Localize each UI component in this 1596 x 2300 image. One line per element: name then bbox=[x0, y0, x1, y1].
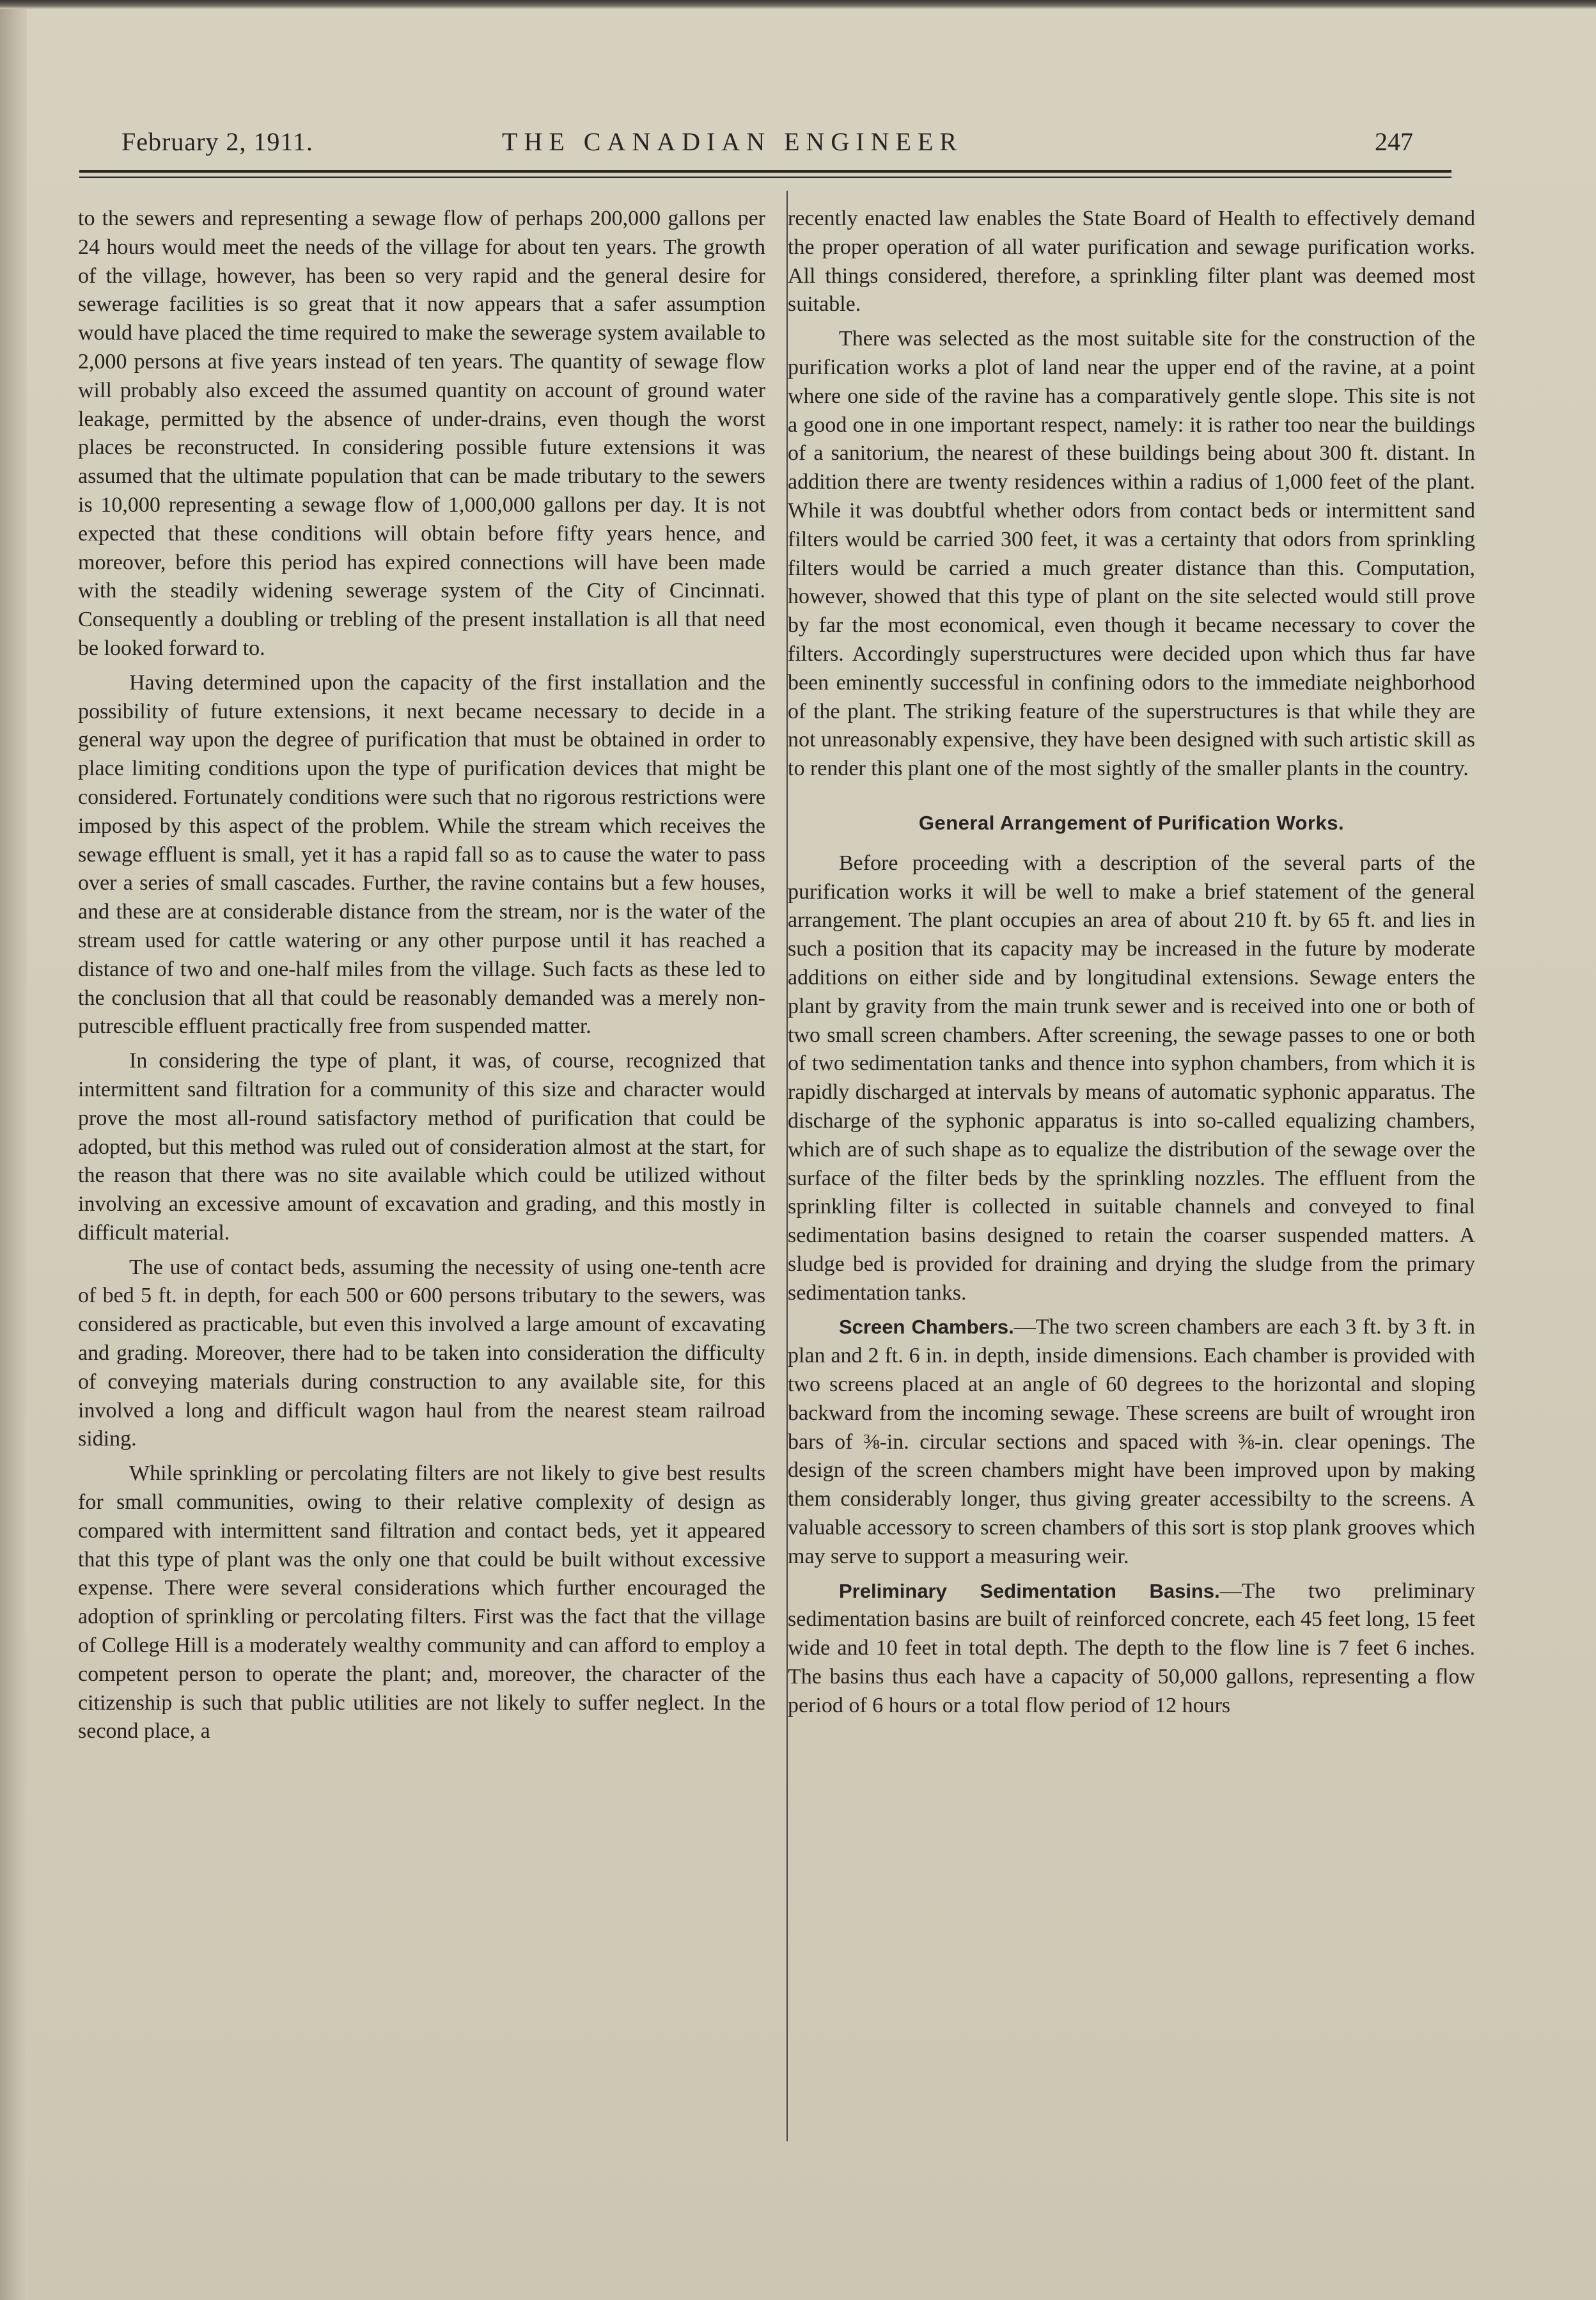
journal-title: THE CANADIAN ENGINEER bbox=[502, 127, 964, 156]
top-edge bbox=[0, 0, 1596, 9]
paragraph-text: —The two preliminary sedimentation basins are built of reinforced concrete, each 45 feet long, 15 feet wide and 10 feet in total depth. The depth to the flow line is 7 feet 6 inches. The basins thus each have a capacity of 50,000 gallons, representing a flow period of 6 hours or a total flow period of 12 hours bbox=[788, 1579, 1475, 1717]
screen-chambers-paragraph bbox=[788, 1313, 1475, 1571]
page-number: 247 bbox=[1375, 127, 1413, 156]
run-in-heading: Screen Chambers. bbox=[839, 1316, 1014, 1339]
body-paragraph: Before proceeding with a description of the several parts of the purification works it will be well to make a brief statement of the general arrangement. The plant occupies an area of about 210 ft. by 65 ft. and lies in such a position that its capacity may be increased in the future by moderate additions on either side and by longitudinal extensions. Sewage enters the plant by gravity from the main trunk sewer and is received into one or both of two small screen chambers. After screening, the sewage passes to one or both of two sedimentation tanks and thence into syphon chambers, from which it is rapidly discharged at intervals by means of automatic syphonic apparatus. The discharge of the syphonic apparatus is into so-called equalizing chambers, which are of such shape as to equalize the distribution of the sewage over the surface of the filter beds by the sprinkling nozzles. The effluent from the sprinkling filter is collected in suitable channels and conveyed to final sedimentation basins designed to retain the coarser suspended matters. A sludge bed is provided for draining and drying the sludge from the primary sedimentation tanks. bbox=[788, 851, 1475, 1305]
header-rule-thick bbox=[79, 170, 1451, 173]
body-paragraph: There was selected as the most suitable site for the construction of the purification works a plot of land near the upper end of the ravine, at a point where one side of the ravine has a comparatively gentle slope. This site is not a good one in one important respect, namely: it is rather too near the buildings of a sanitorium, the nearest of these buildings being about 300 ft. distant. In addition there are twenty residences within a radius of 1,000 feet of the plant. While it was doubtful whether odors from contact beds or intermittent sand filters would be carried 300 feet, it was a certainty that odors from sprinkling filters would be carried a much greater distance than this. Computation, however, showed that this type of plant on the site selected would still prove by far the most economical, even though it became necessary to cover the filters. Accordingly superstructures were decided upon which thus far have been eminently successful in confining odors to the immediate neighborhood of the plant. The striking feature of the superstructures is that while they are not unreasonably expensive, they have been designed with such artistic skill as to render this plant one of the most sightly of the smaller plants in the country. bbox=[788, 327, 1475, 781]
body-paragraph: The use of contact beds, assuming the necessity of using one-tenth acre of bed 5 ft. in depth, for each 500 or 600 persons tributary to the sewers, was considered as practicable, but even this involved a large amount of excavating and grading. Moreover, there had to be taken into consideration the difficulty of conveying materials during construction to any available site, for this involved a long and difficult wagon haul from the nearest steam railroad siding. bbox=[78, 1255, 765, 1451]
body-paragraph: While sprinkling or percolating filters are not likely to give best results for small communities, owing to their relative complexity of design as compared with intermittent sand filtration and contact beds, yet it appeared that this type of plant was the only one that could be built without excessive expense. There were several considerations which further encouraged the adoption of sprinkling or percolating filters. First was the fact that the village of College Hill is a moderately wealthy community and can afford to employ a competent person to operate the plant; and, moreover, the character of the citizenship is such that public utilities are not likely to suffer neglect. In the second place, a bbox=[78, 1461, 765, 1744]
right-column bbox=[788, 205, 1475, 1726]
section-heading: General Arrangement of Purification Works. bbox=[918, 811, 1345, 834]
body-paragraph: recently enacted law enables the State Board of Health to effectively demand the proper operation of all water purification and sewage purification works. All things considered, therefore, a sprinkling filter plant was deemed most suitable. bbox=[788, 207, 1475, 317]
paragraph-text: —The two screen chambers are each 3 ft. by 3 ft. in plan and 2 ft. 6 in. in depth, inside dimensions. Each chamber is provided with two screens placed at an angle of 60 degrees to the horizontal and sloping backward from the incoming sewage. These screens are built of wrought iron bars of ⅜-in. circular sections and spaced with ⅜-in. clear openings. The design of the screen chambers might have been improved upon by making them considerably longer, thus giving greater accessibilty to the screens. A valuable accessory to screen chambers of this sort is stop plank grooves which may serve to support a measuring weir. bbox=[788, 1315, 1476, 1568]
preliminary-sedimentation-paragraph bbox=[788, 1577, 1475, 1721]
binding-edge bbox=[0, 0, 27, 2300]
header-date: February 2, 1911. bbox=[121, 127, 313, 156]
body-paragraph: In considering the type of plant, it was, of course, recognized that intermittent sand filtration for a community of this size and character would prove the most all-round satisfactory method of purification that could be adopted, but this method was ruled out of consideration almost at the start, for the reason that there was no site available which could be utilized without involving an excessive amount of excavation and grading, and this mostly in difficult material. bbox=[78, 1049, 765, 1245]
header-rule-thin bbox=[79, 177, 1451, 178]
running-header bbox=[121, 127, 1413, 165]
body-paragraph: Having determined upon the capacity of the first installation and the possibility of future extensions, it next became necessary to decide in a general way upon the degree of purification that must be obtained in order to place limiting conditions upon the type of purification devices that might be considered. Fortunately conditions were such that no rigorous restrictions were imposed by this aspect of the problem. While the stream which receives the sewage effluent is small, yet it has a rapid fall so as to cause the water to pass over a series of small cascades. Further, the ravine contains but a few houses, and these are at considerable distance from the stream, nor is the water of the stream used for cattle watering or any other purpose until it has reached a distance of two and one-half miles from the village. Such facts as these led to the conclusion that all that could be reasonably demanded was a merely non-putrescible effluent practically free from suspended matter. bbox=[78, 670, 765, 1039]
run-in-heading: Preliminary Sedimentation Basins. bbox=[839, 1579, 1220, 1602]
left-column bbox=[78, 205, 765, 1752]
body-paragraph: to the sewers and representing a sewage flow of perhaps 200,000 gallons per 24 hours would meet the needs of the village for about ten years. The growth of the village, however, has been so very rapid and the general desire for sewerage facilities is so great that it now appears that a safer assumption would have placed the time required to make the sewerage system available to 2,000 persons at five years instead of ten years. The quantity of sewage flow will probably also exceed the assumed quantity on account of ground water leakage, permitted by the absence of under-drains, even though the worst places be reconstructed. In considering possible future extensions it was assumed that the ultimate population that can be made tributary to the sewers is 10,000 representing a sewage flow of 1,000,000 gallons per day. It is not expected that these conditions will obtain before fifty years hence, and moreover, before this period has expired connections will have been made with the steadily widening sewerage system of the City of Cincinnati. Consequently a doubling or trebling of the present installation is all that need be looked forward to. bbox=[78, 207, 765, 660]
